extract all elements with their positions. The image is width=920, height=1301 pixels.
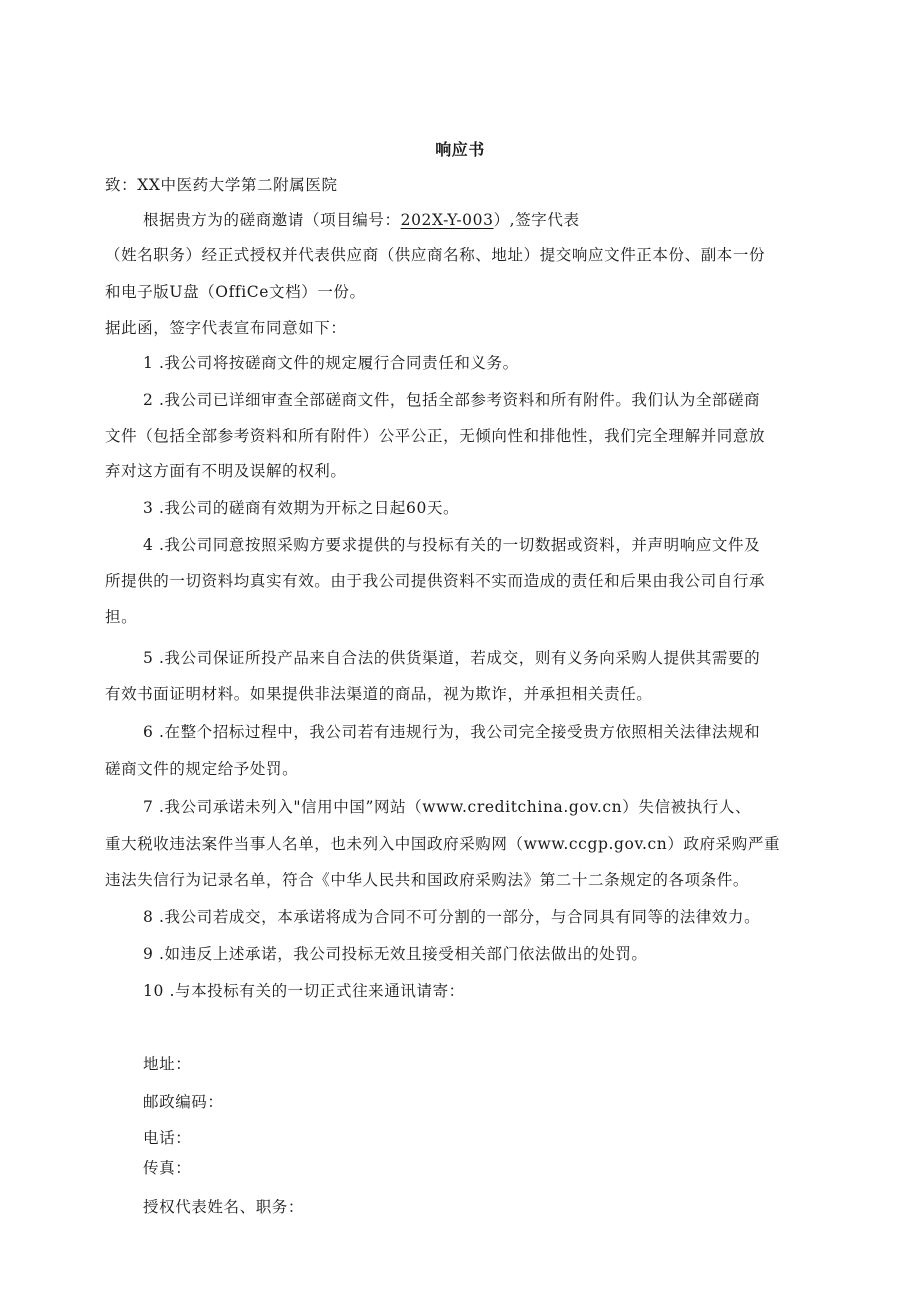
- intro-line-1: [143, 210, 580, 230]
- item-6-line-1: 6 .在整个招标过程中，我公司若有违规行为，我公司完全接受贵方依照相关法律法规和: [143, 723, 761, 741]
- intro-line-3: 和电子版U盘（OffiCe文档）一份。: [105, 283, 366, 301]
- item-5-line-1: 5 .我公司保证所投产品来自合法的供货渠道，若成交，则有义务向采购人提供其需要的: [143, 649, 761, 667]
- item-5-line-2: 有效书面证明材料。如果提供非法渠道的商品，视为欺诈，并承担相关责任。: [105, 685, 653, 703]
- declaration: 据此函，签字代表宣布同意如下：: [105, 319, 347, 337]
- item-2-line-2: 文件（包括全部参考资料和所有附件）公平公正，无倾向性和排他性，我们完全理解并同意放: [105, 427, 766, 445]
- item-7-line-1: 7 .我公司承诺未列入"信用中国”网站（www.creditchina.gov.cn）失信被执行人、: [143, 798, 752, 816]
- addressee: 致：XX中医药大学第二附属医院: [105, 176, 338, 194]
- page-title: 响应书: [435, 140, 485, 159]
- item-7-line-2: 重大税收违法案件当事人名单，也未列入中国政府采购网（www.ccgp.gov.cn）政府采购严重: [105, 835, 781, 853]
- project-number: 202X-Y-003: [400, 211, 494, 229]
- item-4-line-2: 所提供的一切资料均真实有效。由于我公司提供资料不实而造成的责任和后果由我公司自行承: [105, 572, 766, 590]
- item-1-line-1: 1 .我公司将按磋商文件的规定履行合同责任和义务。: [143, 354, 519, 372]
- intro-line-2: （姓名职务）经正式授权并代表供应商（供应商名称、地址）提交响应文件正本份、副本一份: [105, 246, 766, 264]
- item-4-line-1: 4 .我公司同意按照采购方要求提供的与投标有关的一切数据或资料，并声明响应文件及: [143, 536, 761, 554]
- contact-representative-label: 授权代表姓名、职务：: [143, 1198, 305, 1216]
- contact-address-label: 地址：: [143, 1055, 192, 1073]
- item-2-line-3: 弃对这方面有不明及误解的权利。: [105, 462, 347, 480]
- item-3-line-1: 3 .我公司的磋商有效期为开标之日起60天。: [143, 499, 460, 517]
- item-7-line-3: 违法失信行为记录名单，符合《中华人民共和国政府采购法》第二十二条规定的各项条件。: [105, 871, 750, 889]
- item-2-line-1: 2 .我公司已详细审查全部磋商文件，包括全部参考资料和所有附件。我们认为全部磋商: [143, 391, 761, 409]
- intro-suffix: ）,签字代表: [493, 211, 580, 229]
- intro-prefix: 根据贵方为的磋商邀请（项目编号：: [143, 211, 401, 229]
- contact-postcode-label: 邮政编码：: [143, 1093, 224, 1111]
- item-9-line-1: 9 .如违反上述承诺，我公司投标无效且接受相关部门依法做出的处罚。: [143, 945, 648, 963]
- item-4-line-3: 担。: [105, 608, 138, 626]
- item-10-line-1: 10 .与本投标有关的一切正式往来通讯请寄：: [143, 982, 465, 1000]
- contact-phone-label: 电话：: [143, 1129, 192, 1147]
- item-8-line-1: 8 .我公司若成交，本承诺将成为合同不可分割的一部分，与合同具有同等的法律效力。: [143, 908, 761, 926]
- contact-fax-label: 传真：: [143, 1159, 192, 1177]
- item-6-line-2: 磋商文件的规定给予处罚。: [105, 760, 299, 778]
